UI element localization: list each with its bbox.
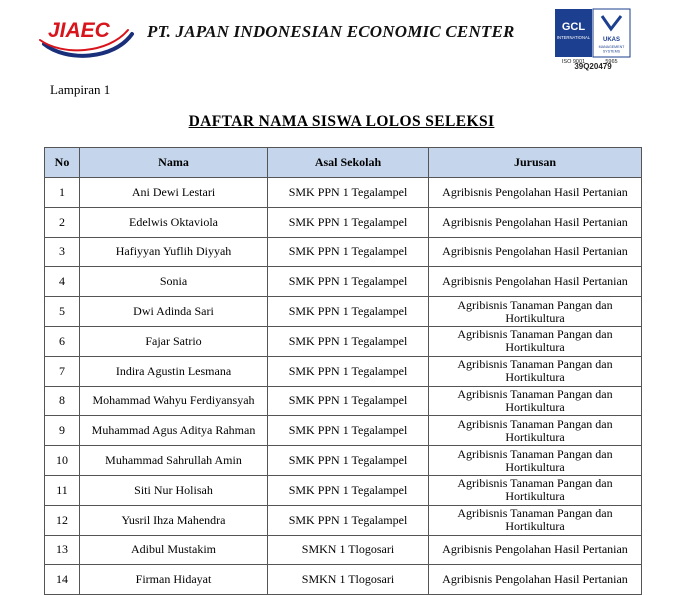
- cell-jurusan: Agribisnis Tanaman Pangan dan Hortikultura: [429, 416, 642, 446]
- cell-asal-sekolah: SMK PPN 1 Tegalampel: [268, 326, 429, 356]
- svg-text:UKAS: UKAS: [602, 37, 621, 43]
- svg-text:MANAGEMENT: MANAGEMENT: [598, 45, 625, 49]
- cell-nama: Firman Hidayat: [80, 565, 268, 595]
- cell-jurusan: Agribisnis Tanaman Pangan dan Hortikultura: [429, 505, 642, 535]
- table-row: [45, 178, 642, 208]
- cell-no: 4: [45, 267, 80, 297]
- cell-asal-sekolah: SMKN 1 Tlogosari: [268, 535, 429, 565]
- cell-asal-sekolah: SMK PPN 1 Tegalampel: [268, 178, 429, 208]
- document-title: DAFTAR NAMA SISWA LOLOS SELEKSI: [188, 113, 495, 130]
- svg-text:5965: 5965: [605, 59, 618, 65]
- cell-asal-sekolah: SMK PPN 1 Tegalampel: [268, 505, 429, 535]
- cell-no: 6: [45, 326, 80, 356]
- cell-nama: Sonia: [80, 267, 268, 297]
- table-row: [45, 505, 642, 535]
- table-row: [45, 207, 642, 237]
- gcl-ukas-certification-badge: [554, 8, 632, 70]
- company-name: PT. JAPAN INDONESIAN ECONOMIC CENTER: [147, 22, 515, 41]
- cell-asal-sekolah: SMK PPN 1 Tegalampel: [268, 475, 429, 505]
- column-header-no: No: [45, 148, 80, 178]
- cell-nama: Hafiyyan Yuflih Diyyah: [80, 237, 268, 267]
- table-row: [45, 356, 642, 386]
- cell-asal-sekolah: SMK PPN 1 Tegalampel: [268, 386, 429, 416]
- cell-no: 1: [45, 178, 80, 208]
- cell-no: 13: [45, 535, 80, 565]
- cell-jurusan: Agribisnis Pengolahan Hasil Pertanian: [429, 178, 642, 208]
- cell-asal-sekolah: SMK PPN 1 Tegalampel: [268, 356, 429, 386]
- cell-jurusan: Agribisnis Tanaman Pangan dan Hortikultura: [429, 446, 642, 476]
- cell-no: 8: [45, 386, 80, 416]
- table-row: [45, 416, 642, 446]
- cell-nama: Muhammad Sahrullah Amin: [80, 446, 268, 476]
- cell-nama: Fajar Satrio: [80, 326, 268, 356]
- table-row: [45, 237, 642, 267]
- cell-nama: Siti Nur Holisah: [80, 475, 268, 505]
- cell-no: 14: [45, 565, 80, 595]
- cell-nama: Muhammad Agus Aditya Rahman: [80, 416, 268, 446]
- cell-no: 7: [45, 356, 80, 386]
- svg-text:ISO 9001: ISO 9001: [561, 59, 586, 65]
- cell-nama: Edelwis Oktaviola: [80, 207, 268, 237]
- cell-asal-sekolah: SMK PPN 1 Tegalampel: [268, 446, 429, 476]
- cell-jurusan: Agribisnis Pengolahan Hasil Pertanian: [429, 565, 642, 595]
- cell-no: 3: [45, 237, 80, 267]
- letterhead: [0, 0, 683, 75]
- svg-text:INTERNATIONAL: INTERNATIONAL: [556, 35, 591, 40]
- cell-no: 9: [45, 416, 80, 446]
- jiaec-logo: [36, 10, 136, 58]
- student-roster-table: [44, 147, 642, 595]
- cell-jurusan: Agribisnis Tanaman Pangan dan Hortikultura: [429, 356, 642, 386]
- cell-nama: Mohammad Wahyu Ferdiyansyah: [80, 386, 268, 416]
- cell-no: 2: [45, 207, 80, 237]
- table-row: [45, 446, 642, 476]
- cell-no: 12: [45, 505, 80, 535]
- cell-asal-sekolah: SMKN 1 Tlogosari: [268, 565, 429, 595]
- cell-jurusan: Agribisnis Pengolahan Hasil Pertanian: [429, 237, 642, 267]
- table-header-row: [45, 148, 642, 178]
- cell-asal-sekolah: SMK PPN 1 Tegalampel: [268, 207, 429, 237]
- column-header-asal-sekolah: Asal Sekolah: [268, 148, 429, 178]
- cell-asal-sekolah: SMK PPN 1 Tegalampel: [268, 267, 429, 297]
- svg-text:GCL: GCL: [561, 21, 586, 33]
- cell-jurusan: Agribisnis Pengolahan Hasil Pertanian: [429, 535, 642, 565]
- table-body: [45, 178, 642, 595]
- column-header-nama: Nama: [80, 148, 268, 178]
- table-row: [45, 535, 642, 565]
- cell-jurusan: Agribisnis Tanaman Pangan dan Hortikultura: [429, 326, 642, 356]
- cell-nama: Yusril Ihza Mahendra: [80, 505, 268, 535]
- certificate-number: 39Q20479: [574, 62, 612, 71]
- table-row: [45, 386, 642, 416]
- cell-nama: Indira Agustin Lesmana: [80, 356, 268, 386]
- attachment-label: Lampiran 1: [50, 82, 111, 97]
- svg-text:JIAEC: JIAEC: [48, 19, 110, 42]
- cell-asal-sekolah: SMK PPN 1 Tegalampel: [268, 416, 429, 446]
- cell-nama: Adibul Mustakim: [80, 535, 268, 565]
- cell-jurusan: Agribisnis Tanaman Pangan dan Hortikultura: [429, 475, 642, 505]
- cell-nama: Dwi Adinda Sari: [80, 297, 268, 327]
- cell-no: 10: [45, 446, 80, 476]
- cell-jurusan: Agribisnis Pengolahan Hasil Pertanian: [429, 267, 642, 297]
- cell-jurusan: Agribisnis Tanaman Pangan dan Hortikultura: [429, 297, 642, 327]
- cell-nama: Ani Dewi Lestari: [80, 178, 268, 208]
- cell-no: 11: [45, 475, 80, 505]
- table-row: [45, 565, 642, 595]
- table-row: [45, 267, 642, 297]
- cell-asal-sekolah: SMK PPN 1 Tegalampel: [268, 297, 429, 327]
- column-header-jurusan: Jurusan: [429, 148, 642, 178]
- cell-jurusan: Agribisnis Tanaman Pangan dan Hortikultura: [429, 386, 642, 416]
- cell-no: 5: [45, 297, 80, 327]
- cell-jurusan: Agribisnis Pengolahan Hasil Pertanian: [429, 207, 642, 237]
- cell-asal-sekolah: SMK PPN 1 Tegalampel: [268, 237, 429, 267]
- table-row: [45, 297, 642, 327]
- table-row: [45, 475, 642, 505]
- table-row: [45, 326, 642, 356]
- svg-text:SYSTEMS: SYSTEMS: [602, 49, 621, 54]
